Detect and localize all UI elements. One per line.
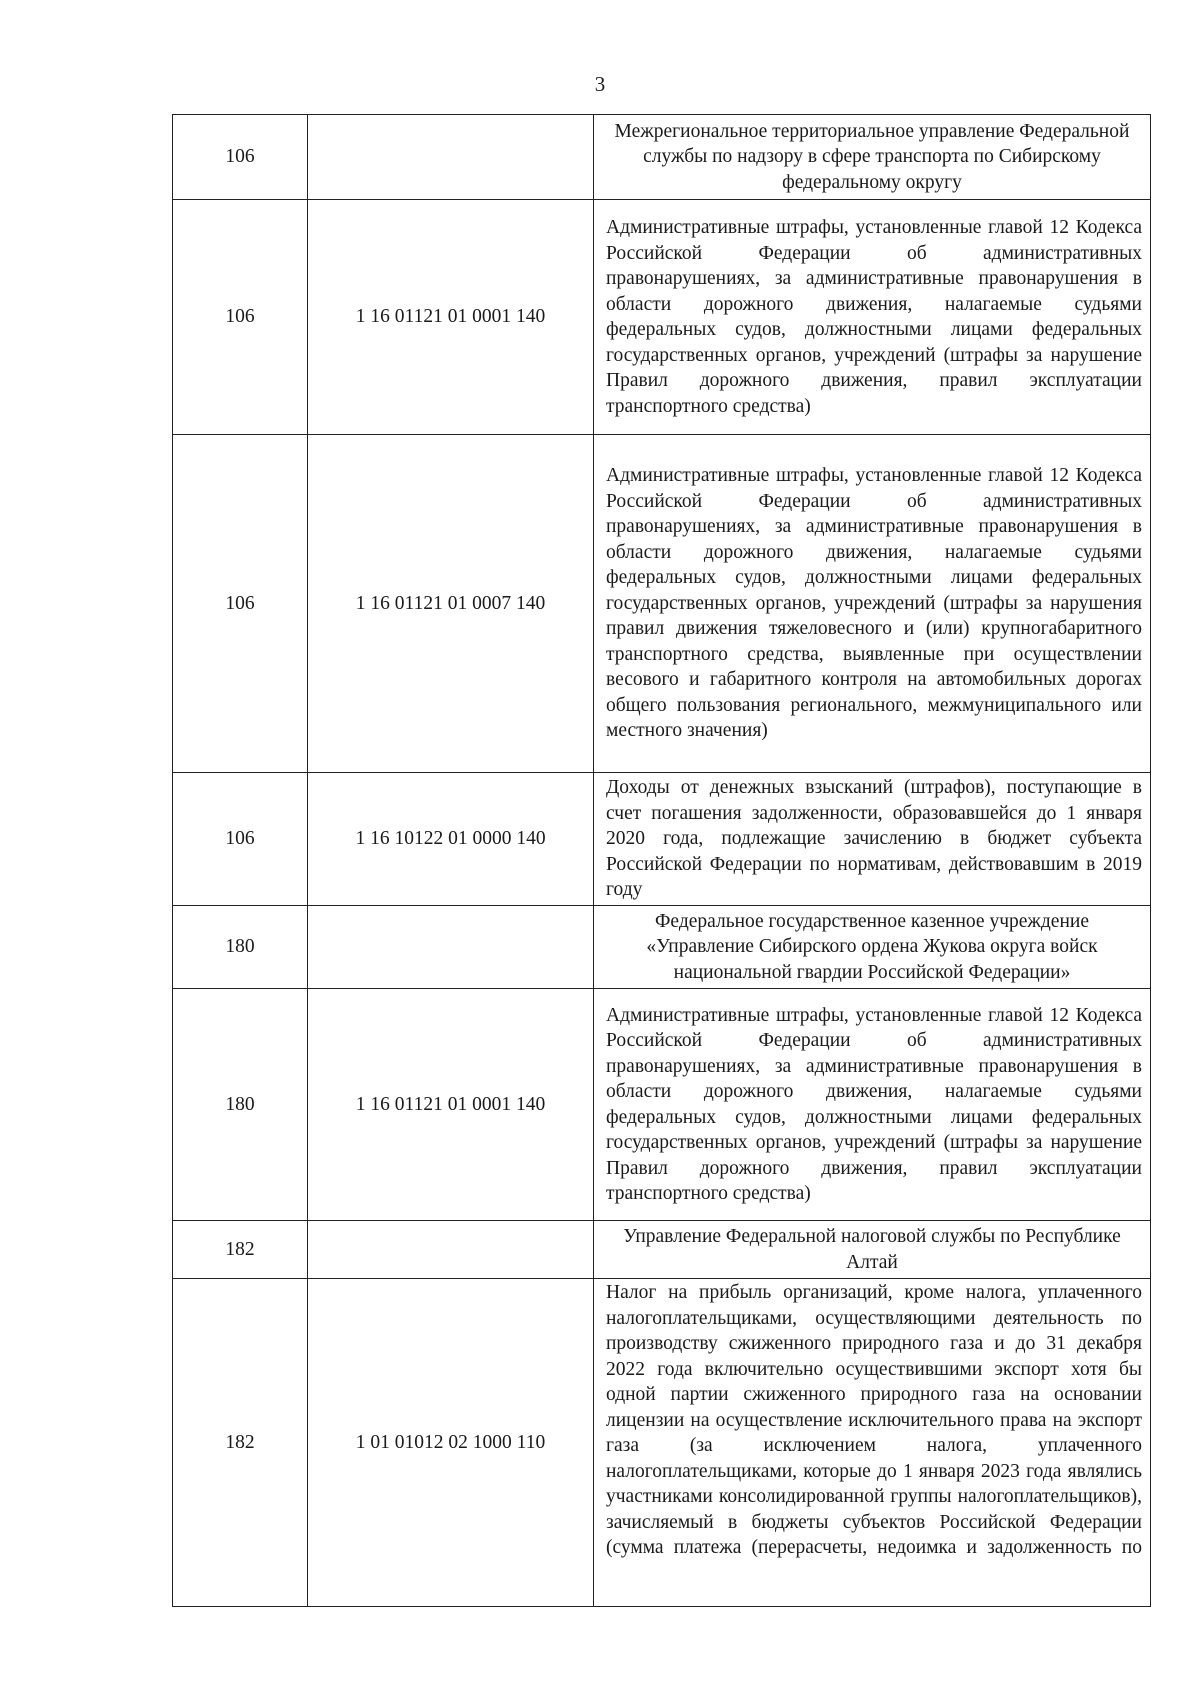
budget-code-cell [308,115,594,200]
table-row [173,1221,1151,1279]
admin-code-cell: 180 [173,906,308,989]
budget-code-cell: 1 16 01121 01 0001 140 [308,989,594,1221]
admin-code-cell: 182 [173,1221,308,1279]
description-cell: Доходы от денежных взысканий (штрафов), поступающие в счет погашения задолженности, образовавшейся до 1 января 2020 года, подлежащие зачислению в бюджет субъекта Российской Федерации по нормативам, действовавшим в 2019 году [594,773,1151,906]
budget-code-cell: 1 16 01121 01 0001 140 [308,200,594,435]
admin-code-cell: 106 [173,115,308,200]
admin-code-cell: 106 [173,200,308,435]
table-row [173,115,1151,200]
budget-code-cell [308,1221,594,1279]
description-text: Налог на прибыль организаций, кроме налога, уплаченного налогоплательщиками, осуществляющими деятельность по производству сжиженного природного газа и до 31 декабря 2022 года включительно осуществившими экспорт хотя бы одной партии сжиженного природного газа на основании лицензии на осуществление исключительного права на экспорт газа (за исключением налога, уплаченного налогоплательщиками, которые до 1 января 2023 года являлись участниками консолидированной группы налогоплательщиков), зачисляемый в бюджеты субъектов Российской Федерации (сумма платежа (перерасчеты, недоимка и задолженность по [606,1282,1142,1558]
budget-code-cell: 1 16 01121 01 0007 140 [308,435,594,773]
admin-code-cell: 106 [173,773,308,906]
table-row [173,200,1151,435]
administrator-heading-cell: Межрегиональное территориальное управление Федеральной службы по надзору в сфере транспорта по Сибирскому федеральному округу [594,115,1151,200]
admin-code-cell: 182 [173,1279,308,1607]
description-cell: Административные штрафы, установленные главой 12 Кодекса Российской Федерации об административных правонарушениях, за административные правонарушения в области дорожного движения, налагаемые судьями федеральных судов, должностными лицами федеральных государственных органов, учреждений (штрафы за нарушения правил движения тяжеловесного и (или) крупногабаритного транспортного средства, выявленные при осуществлении весового и габаритного контроля на автомобильных дорогах общего пользования регионального, межмуниципального или местного значения) [594,435,1151,773]
table-row [173,1279,1151,1607]
budget-code-cell: 1 16 10122 01 0000 140 [308,773,594,906]
budget-classification-table [172,114,1151,1607]
admin-code-cell: 106 [173,435,308,773]
table-row [173,435,1151,773]
admin-code-cell: 180 [173,989,308,1221]
description-cell: Административные штрафы, установленные главой 12 Кодекса Российской Федерации об административных правонарушениях, за административные правонарушения в области дорожного движения, налагаемые судьями федеральных судов, должностными лицами федеральных государственных органов, учреждений (штрафы за нарушение Правил дорожного движения, правил эксплуатации транспортного средства) [594,200,1151,435]
administrator-heading-cell: Управление Федеральной налоговой службы по Республике Алтай [594,1221,1151,1279]
table-row [173,773,1151,906]
table-row [173,989,1151,1221]
description-cell [594,1279,1151,1607]
budget-code-cell [308,906,594,989]
description-cell: Административные штрафы, установленные главой 12 Кодекса Российской Федерации об административных правонарушениях, за административные правонарушения в области дорожного движения, налагаемые судьями федеральных судов, должностными лицами федеральных государственных органов, учреждений (штрафы за нарушение Правил дорожного движения, правил эксплуатации транспортного средства) [594,989,1151,1221]
administrator-heading-cell: Федеральное государственное казенное учреждение «Управление Сибирского ордена Жукова округа войск национальной гвардии Российской Федерации» [594,906,1151,989]
budget-code-cell: 1 01 01012 02 1000 110 [308,1279,594,1607]
page-number: 3 [594,72,606,96]
table-row [173,906,1151,989]
